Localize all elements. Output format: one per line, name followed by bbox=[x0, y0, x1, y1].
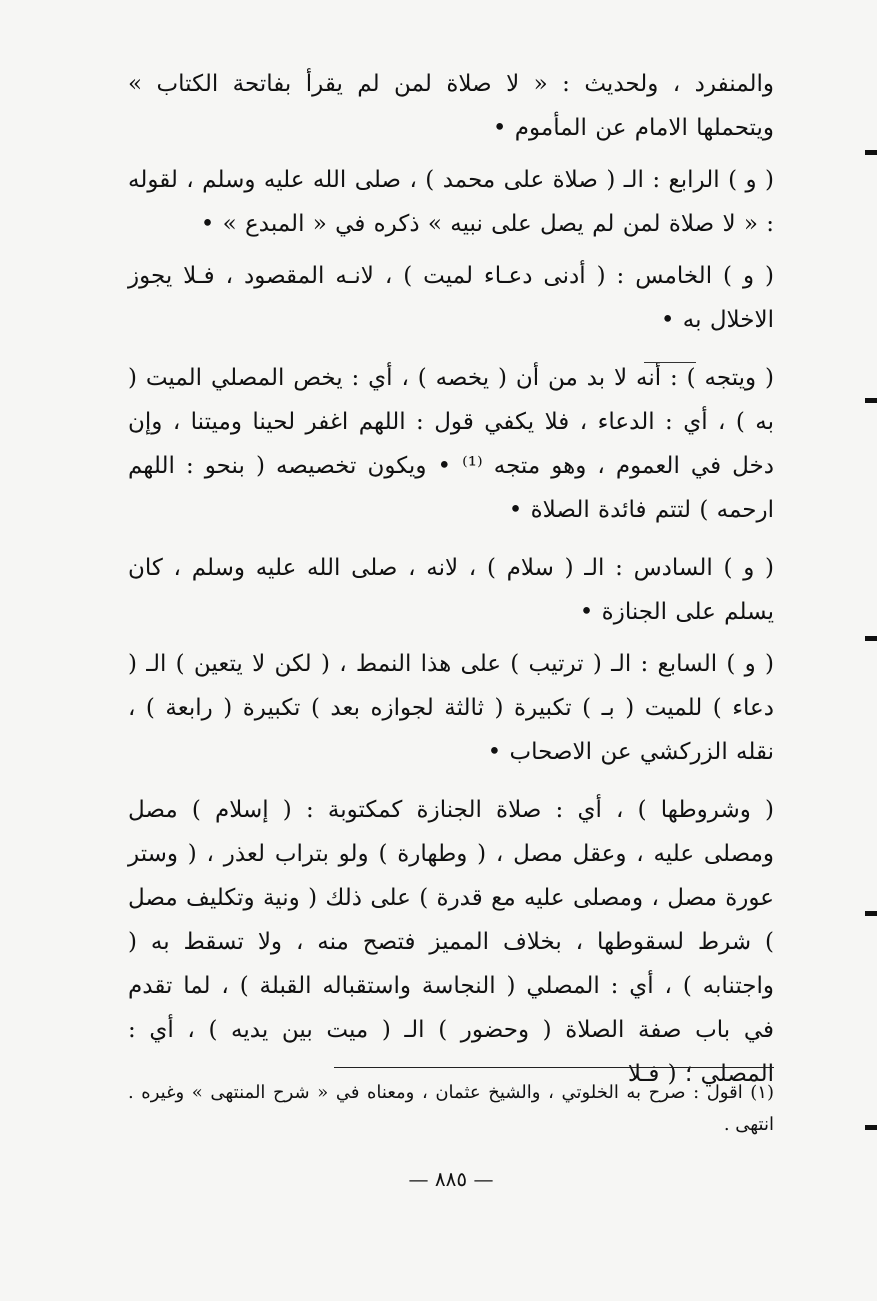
edge-mark bbox=[865, 1125, 877, 1130]
page-body bbox=[128, 62, 774, 1262]
paragraph-4: ( ويتجه ) : أنه لا بد من أن ( يخصه ) ، أي : يخص المصلي الميت ( به ) ، أي : الدعاء ، فلا يكفي قول : اللهم اغفر لحينا وميتنا ، وإن دخل في العموم ، وهو متجه ⁽¹⁾ • ويكون تخصيصه ( بنحو : اللهم ارحمه ) لتتم فائدة الصلاة • bbox=[128, 365, 775, 523]
page-number: — ٨٨٥ — bbox=[408, 1167, 494, 1191]
paragraph-3: ( و ) الخامس : ( أدنى دعـاء لميت ) ، لانـه المقصود ، فـلا يجوز الاخلال به • bbox=[128, 263, 774, 333]
paragraph-2: ( و ) الرابع : الـ ( صلاة على محمد ) ، صلى الله عليه وسلم ، لقوله : « لا صلاة لمن لم يصل على نبيه » ذكره في « المبدع » • bbox=[128, 167, 774, 237]
paragraph-1: والمنفرد ، ولحديث : « لا صلاة لمن لم يقرأ بفاتحة الكتاب » ويتحملها الامام عن المأموم • bbox=[128, 71, 774, 141]
overline-mark bbox=[644, 362, 696, 363]
footnote-divider bbox=[334, 1067, 774, 1068]
edge-mark bbox=[865, 636, 877, 641]
paragraph-5: ( و ) السادس : الـ ( سلام ) ، لانه ، صلى الله عليه وسلم ، كان يسلم على الجنازة • bbox=[128, 555, 774, 625]
paragraph-7: ( وشروطها ) ، أي : صلاة الجنازة كمكتوبة : ( إسلام ) مصل ومصلى عليه ، وعقل مصل ، ( وطهارة ) ولو بتراب لعذر ، ( وستر عورة مصل ، ومصلى عليه مع قدرة ) على ذلك ( ونية وتكليف مصل ) شرط لسقوطها ، بخلاف المميز فتصح منه ، ولا تسقط به ( واجتنابه ) ، أي : المصلي ( النجاسة واستقباله القبلة ) ، لما تقدم في باب صفة الصلاة ( وحضور ) الـ ( ميت بين يديه ) ، أي : المصلي ؛ ( فـلا bbox=[128, 797, 774, 1087]
paragraph-6: ( و ) السابع : الـ ( ترتيب ) على هذا النمط ، ( لكن لا يتعين ) الـ ( دعاء ) للميت ( بـ ) تكبيرة ( ثالثة لجوازه بعد ) تكبيرة ( رابعة ) ، نقله الزركشي عن الاصحاب • bbox=[128, 651, 774, 765]
edge-mark bbox=[865, 911, 877, 916]
edge-mark bbox=[865, 398, 877, 403]
footnote: (١) اقول : صرح به الخلوتي ، والشيخ عثمان ، ومعناه في « شرح المنتهى » وغيره . انتهى . bbox=[128, 1082, 774, 1135]
edge-mark bbox=[865, 150, 877, 155]
